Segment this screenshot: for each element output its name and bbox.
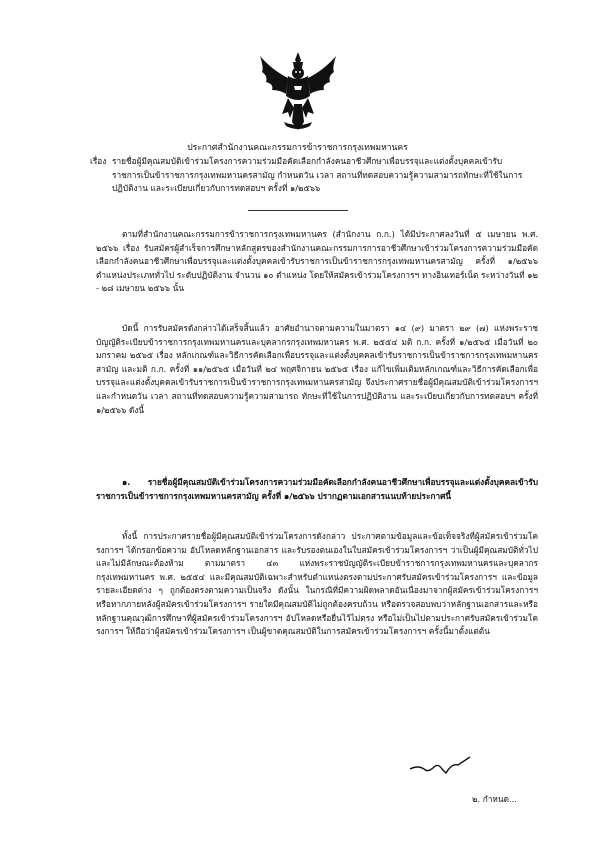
paragraph-1: ตามที่สำนักงานคณะกรรมการข้าราชการกรุงเทพมหานคร (สำนักงาน ก.ก.) ได้มีประกาศลงวันที่ ๕ เมษายน พ.ศ. ๒๕๖๖ เรื่อง รับสมัครผู้สำเร็จการศึกษาหลักสูตรของสำนักงานคณะกรรมการการอาชีวศึกษาเข้าร่วมโครงการความร่วมมือคัดเลือกกำลังคนอาชีวศึกษาเพื่อบรรจุและแต่งตั้งบุคคลเข้ารับราชการเป็นข้าราชการกรุงเทพมหานครสามัญ ครั้งที่ ๑/๒๕๖๖ ตำแหน่งประเภททั่วไป ระดับปฏิบัติงาน จำนวน ๑๐ ตำแหน่ง โดยให้สมัครเข้าร่วมโครงการฯ ทางอินเทอร์เน็ต ระหว่างวันที่ ๑๒ - ๒๘ เมษายน ๒๕๖๖ นั้น xyxy=(96,229,538,294)
paragraph-3: ทั้งนี้ การประกาศรายชื่อผู้มีคุณสมบัติเข้าร่วมโครงการดังกล่าว ประกาศตามข้อมูลและข้อเท็จจริงที่ผู้สมัครเข้าร่วมโครงการฯ ได้กรอกข้อความ อัปโหลดหลักฐานเอกสาร และรับรองตนเองในใบสมัครเข้าร่วมโครงการฯ ว่าเป็นผู้มีคุณสมบัติทั่วไปและไม่มีลักษณะต้องห้าม ตามมาตรา ๔๓ แห่งพระราชบัญญัติระเบียบข้าราชการกรุงเทพมหานครและบุคลากรกรุงเทพมหานคร พ.ศ. ๒๕๕๔ และมีคุณสมบัติเฉพาะสำหรับตำแหน่งตรงตามประกาศรับสมัครเข้าร่วมโครงการฯ และข้อมูลรายละเอียดต่าง ๆ ถูกต้องตรงตามความเป็นจริง ดังนั้น ในกรณีที่มีความผิดพลาดอันเนื่องมาจากผู้สมัครเข้าร่วมโครงการฯ หรือหากภายหลังผู้สมัครเข้าร่วมโครงการฯ รายใดมีคุณสมบัติไม่ถูกต้องครบถ้วน หรือตรวจสอบพบว่าหลักฐานเอกสารและหรือหลักฐานคุณวุฒิการศึกษาที่ผู้สมัครเข้าร่วมโครงการฯ อัปโหลดหรือยื่นไว้ไม่ตรง หรือไม่เป็นไปตามประกาศรับสมัครเข้าร่วมโครงการฯ ให้ถือว่าผู้สมัครเข้าร่วมโครงการฯ เป็นผู้ขาดคุณสมบัติในการสมัครเข้าร่วมโครงการฯ ครั้งนี้มาตั้งแต่ต้น xyxy=(96,531,538,637)
section-1-heading: ๑. รายชื่อผู้มีคุณสมบัติเข้าร่วมโครงการความร่วมมือคัดเลือกกำลังคนอาชีวศึกษาเพื่อบรรจุและแต่งตั้งบุคคลเข้ารับราชการเป็นข้าราชการกรุงเทพมหานครสามัญ ครั้งที่ ๑/๒๕๖๖ ปรากฏตามเอกสารแนบท้ายประกาศนี้ xyxy=(96,477,538,501)
signature-icon xyxy=(408,755,472,777)
paragraph-2: บัดนี้ การรับสมัครดังกล่าวได้เสร็จสิ้นแล้ว อาศัยอำนาจตามความในมาตรา ๑๔ (๙) มาตรา ๒๙ (๗) แห่งพระราชบัญญัติระเบียบข้าราชการกรุงเทพมหานครและบุคลากรกรุงเทพมหานคร พ.ศ. ๒๕๕๔ มติ ก.ก. ครั้งที่ ๑/๒๕๖๕ เมื่อวันที่ ๒๐ มกราคม ๒๕๖๕ เรื่อง หลักเกณฑ์และวิธีการคัดเลือกเพื่อบรรจุและแต่งตั้งบุคคลเข้ารับราชการเป็นข้าราชการกรุงเทพมหานครสามัญ และมติ ก.ก. ครั้งที่ ๑๑/๒๕๖๕ เมื่อวันที่ ๒๔ พฤศจิกายน ๒๕๖๕ เรื่อง แก้ไขเพิ่มเติมหลักเกณฑ์และวิธีการคัดเลือกเพื่อบรรจุและแต่งตั้งบุคคลเข้ารับราชการเป็นข้าราชการกรุงเทพมหานครสามัญ จึงประกาศรายชื่อผู้มีคุณสมบัติเข้าร่วมโครงการฯ และกำหนดวัน เวลา สถานที่ทดสอบความรู้ความสามารถ ทักษะที่ใช้ในการปฏิบัติงาน และระเบียบเกี่ยวกับการทดสอบฯ ครั้งที่ ๑/๒๕๖๖ ดังนี้ xyxy=(96,323,538,415)
continuation-marker: ๒. กำหนด... xyxy=(472,794,517,804)
header-divider xyxy=(248,210,348,211)
subject-label: เรื่อง xyxy=(90,156,107,166)
garuda-emblem-icon xyxy=(258,52,338,134)
subject-text: รายชื่อผู้มีคุณสมบัติเข้าร่วมโครงการความร่วมมือคัดเลือกกำลังคนอาชีวศึกษาเพื่อบรรจุและแต่งตั้งบุคคลเข้ารับราชการเป็นข้าราชการกรุงเทพมหานครสามัญ กำหนดวัน เวลา สถานที่ทดสอบความรู้ความสามารถทักษะที่ใช้ในการปฏิบัติงาน และระเบียบเกี่ยวกับการทดสอบฯ ครั้งที่ ๑/๒๕๖๖ xyxy=(112,156,523,194)
announcement-header: ประกาศสำนักงานคณะกรรมการข้าราชการกรุงเทพมหานคร xyxy=(187,143,408,153)
subject-block xyxy=(90,155,530,196)
